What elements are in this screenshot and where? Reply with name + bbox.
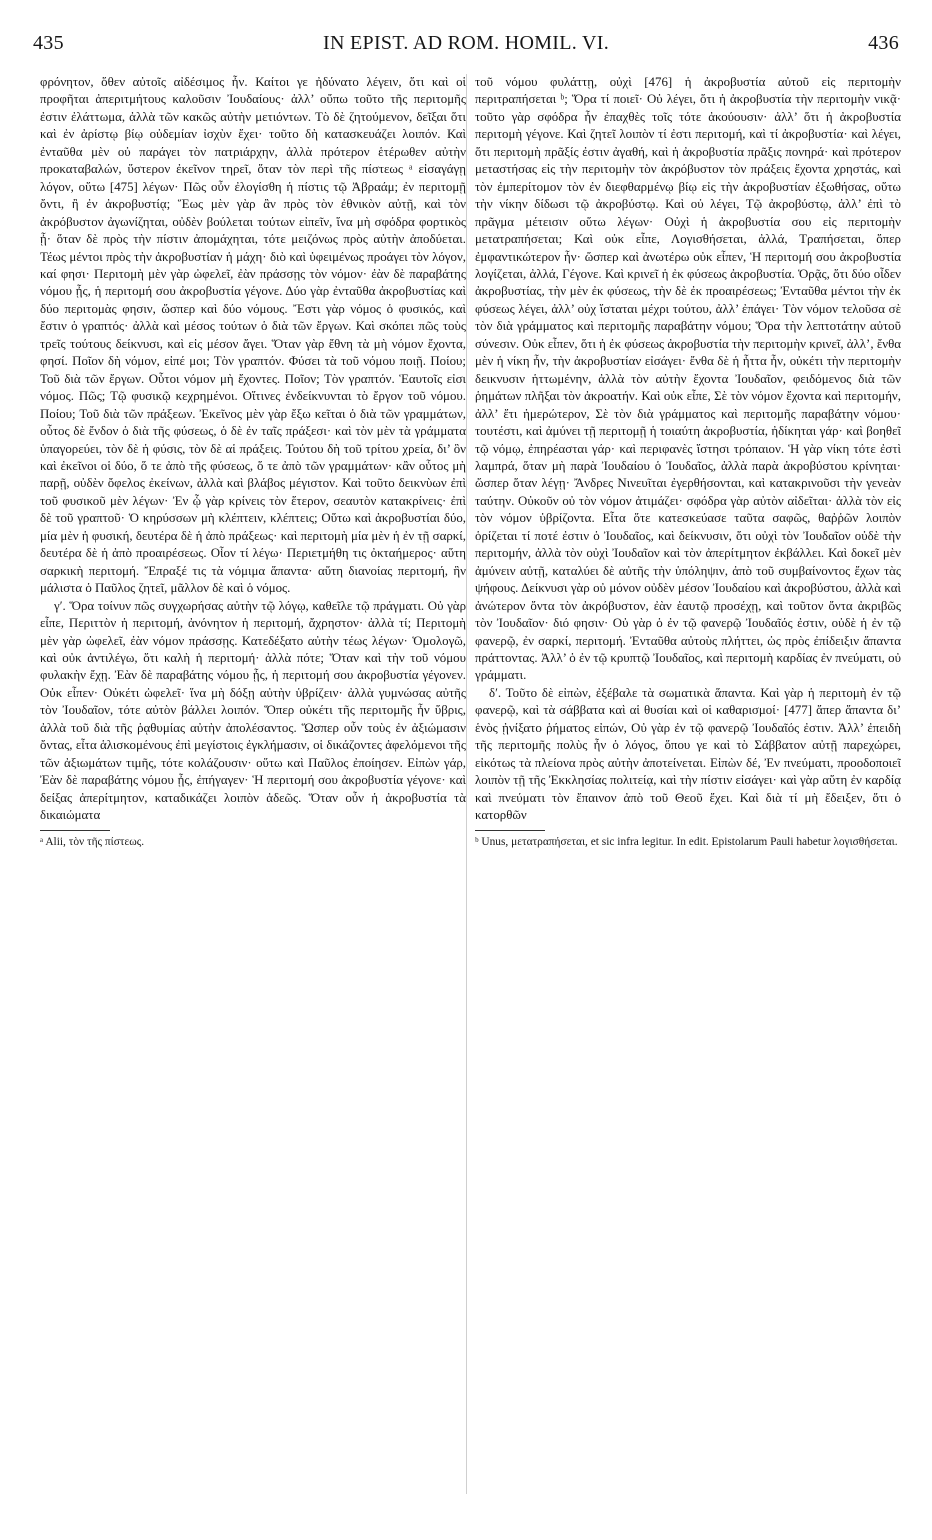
column-divider xyxy=(466,74,467,1494)
right-paragraph-2: δʹ. Τοῦτο δὲ εἰπὼν, ἐξέβαλε τὰ σωματικὰ ἅπαντα. Καὶ γὰρ ἡ περιτομὴ ἐν τῷ φανερῷ, καὶ τὰ σάββατα καὶ αἱ θυσίαι καὶ οἱ καθαρισμοί· [477] ἅπερ ἅπαντα δι’ ἑνὸς ᾐνίξατο ῥήματος εἰπών, Οὐ γὰρ ἐν τῷ φανερῷ Ἰουδαῖός ἐστιν. Ἀλλ’ ἐπειδὴ τῆς περιτομῆς πολὺς ἦν ὁ λόγος, ὅπου γε καὶ τὸ Σάββατον αὐτῇ παρεχώρει, εἰκότως τὰ πλείονα πρὸς αὐτὴν ἀποτείνεται. Εἰπὼν δέ, Ἐν πνεύματι, προοδοποιεῖ λοιπὸν τῇ τῆς Ἐκκλησίας πολιτείᾳ, καὶ τὴν πίστιν εἰσάγει· καὶ γὰρ αὕτη ἐν καρδίᾳ καὶ πνεύματι τὸν ἔπαινον ἀπὸ τοῦ Θεοῦ ἔχει. Καὶ διὰ τί μὴ ἔδειξεν, ὅτι ὁ κατορθῶν xyxy=(475,685,901,823)
page-number-left: 435 xyxy=(33,32,64,54)
page-number-right: 436 xyxy=(868,32,899,54)
footnote-b: ᵇ Unus, μετατραπήσεται, et sic infra legitur. In edit. Epistolarum Pauli habetur λογισθήσεται. xyxy=(475,836,898,849)
running-title: IN EPIST. AD ROM. HOMIL. VI. xyxy=(323,32,609,54)
left-paragraph-1: φρόνητον, ὅθεν αὐτοῖς αἰδέσιμος ἦν. Καίτοι γε ἠδύνατο λέγειν, ὅτι καὶ οἱ προφῆται ἀπεριτμήτους καλοῦσιν Ἰουδαίους· ἀλλ’ οὔπω τοῦτο τῆς περιτομῆς ἐστιν ἐλάττωμα, ἀλλὰ τῶν κακῶς αὐτὴν μετιόντων. Τὸ δὲ ζητούμενον, δεῖξαι ὅτι καὶ ἐν ἀρίστῳ βίῳ οὐδεμίαν ἰσχὺν ἔχει· τοῦτο δὴ κατασκευάζει λοιπόν. Καὶ ἐνταῦθα μὲν οὐ παράγει τὸν πατριάρχην, ἀλλὰ πρότερον ἑτέρωθεν αὐτὴν προκαταβαλών, ὕστερον ἐκεῖνον τηρεῖ, ὅταν τὸν περὶ τῆς πίστεως ᵃ εἰσαγάγῃ λόγον, οὕτω [475] λέγων· Πῶς οὖν ἐλογίσθη ἡ πίστις τῷ Ἀβραάμ; ἐν περιτομῇ ὄντι, ἢ ἐν ἀκροβυστίᾳ; Ἕως μὲν γὰρ ἂν πρὸς τὸν ἐθνικὸν αὐτῇ, καὶ τὸν ἀκρόβυστον ἀγωνίζηται, οὐδὲν βούλεται τούτων εἰπεῖν, ἵνα μὴ σφόδρα φορτικὸς ᾖ· ὅταν δὲ πρὸς τὴν πίστιν ἀπομάχηται, τότε μειζόνως πρὸς αὐτὴν ἀποδύεται. Τέως μέντοι πρὸς τὴν ἀκροβυστίαν ἡ μάχη· διὸ καὶ ὑφειμένως προάγει τὸν λόγον, καί φησι· Περιτομὴ μὲν γὰρ ὠφελεῖ, ἐὰν πράσσῃς τὸν νόμον· ἐὰν δὲ παραβάτης νόμου ᾖς, ἡ περιτομή σου ἀκροβυστία γέγονε. Δύο γὰρ ἐνταῦθα ἀκροβυστίας καὶ δύο περιτομὰς φησιν, ὥσπερ καὶ δύο νόμους. Ἔστι γὰρ νόμος ὁ φυσικός, καὶ ἔστιν ὁ γραπτός· ἀλλὰ καὶ μέσος τούτων ὁ διὰ τῶν ἔργων. Καὶ σκόπει πῶς τοὺς τρεῖς τούτους δείκνυσι, καὶ εἰς μέσον ἄγει. Ὅταν γὰρ ἔθνη τὰ μὴ νόμον ἔχοντα, φησί. Ποῖον δὴ νόμον, εἰπέ μοι; Τὸν γραπτόν. Φύσει τὰ τοῦ νόμου ποιῇ. Ποίου; Τοῦ διὰ τῶν ἔργων. Οὗτοι νόμον μὴ ἔχοντες. Ποῖον; Τὸν γραπτόν. Ἑαυτοῖς εἰσι νόμος. Πῶς; Τῷ φυσικῷ κεχρημένοι. Οἵτινες ἐνδείκνυνται τὸ ἔργον τοῦ νόμου. Ποίου; Τοῦ διὰ τῶν πράξεων. Ἐκεῖνος μὲν γὰρ ἔξω κεῖται ὁ διὰ τῶν γραμμάτων, οὗτος δὲ ἔνδον ὁ διὰ τῆς φύσεως, ὁ δὲ ἐν ταῖς πράξεσι· καὶ τὸν μὲν τὰ γράμματα ὑπαγορεύει, τὸν δὲ ἡ φύσις, τὸν δὲ αἱ πράξεις. Τούτου δὴ τοῦ τρίτου χρεία, δι’ ὃν καὶ ἐκεῖνοι οἱ δύο, ὅ τε ἀπὸ τῆς φύσεως, ὅ τε ἀπὸ τῶν γραμμάτων· κἂν οὗτος μὴ παρῇ, οὐδὲν ὄφελος ἐκείνων, ἀλλὰ καὶ βλάβος μέγιστον. Καὶ τοῦτο δεικνὺων ἐπὶ τοῦ φυσικοῦ μὲν λέγων· Ἐν ᾧ γὰρ κρίνεις τὸν ἕτερον, σεαυτὸν κατακρίνεις· ἐπὶ δὲ τοῦ γραπτοῦ· Ὁ κηρύσσων μὴ κλέπτειν, κλέπτεις; Οὕτω καὶ ἀκροβυστίαι δύο, μία μὲν ἡ φυσική, δευτέρα δὲ ἡ ἀπὸ πράξεως· καὶ περιτομὴ μία μὲν ἡ ἐν τῇ σαρκί, δευτέρα δὲ ἡ ἀπὸ προαιρέσεως. Οἷον τί λέγω· Περιετμήθη τις ὀκταήμερος· αὕτη σαρκικὴ περιτομή. Ἔπραξέ τις τὰ νόμιμα ἅπαντα· αὕτη διανοίας περιτομή, ἣν μάλιστα ὁ Παῦλος ζητεῖ, μᾶλλον δὲ καὶ ὁ νόμος. xyxy=(40,75,466,596)
footnote-a: ᵃ Alii, τὸν τῆς πίστεως. xyxy=(40,836,145,849)
footnote-rule-left xyxy=(40,830,110,831)
footnote-rule-right xyxy=(475,830,545,831)
right-column xyxy=(475,74,901,1514)
running-header xyxy=(33,32,899,62)
right-paragraph-1: τοῦ νόμου φυλάττῃ, οὐχὶ [476] ἡ ἀκροβυστία αὐτοῦ εἰς περιτομὴν περιτραπήσεται ᵇ; Ὅρα τί ποιεῖ· Οὐ λέγει, ὅτι ἡ ἀκροβυστία τὴν περιτομὴν νικᾷ· τοῦτο γὰρ σφόδρα ἦν ἐπαχθὲς τοῖς τότε ἀκούουσιν· ἀλλ’ ὅτι ἡ ἀκροβυστία περιτομὴ γέγονε. Καὶ ζητεῖ λοιπὸν τί ἐστι περιτομή, καὶ τί ἀκροβυστία· καὶ λέγει, ὅτι περιτομὴ πρᾶξίς ἐστιν ἀγαθή, καὶ ἡ ἀκροβυστία πρᾶξις πονηρά· καὶ πρότερον μεταστήσας εἰς τὴν περιτομὴν τὸν ἀκρόβυστον τὸν πράξεις ἔχοντα χρηστάς, καὶ τὸν ἐμπερίτομον τὸν ἐν διεφθαρμένῳ βίῳ εἰς τὴν ἀκροβυστίαν ἐξωθήσας, οὕτω τὴν νίκην δίδωσι τῷ ἀκροβύστῳ. Καὶ οὐ λέγει, Τῷ ἀκροβύστῳ, ἀλλ’ ἐπὶ τὸ πρᾶγμα μέτεισιν οὕτω λέγων· Οὐχὶ ἡ ἀκροβυστία σου εἰς περιτομὴν μετατραπήσεται; Καὶ οὐκ εἶπε, Λογισθήσεται, ἀλλά, Τραπήσεται, ὅπερ ἐμφαντικώτερον ἦν· ὥσπερ καὶ ἀνωτέρω οὐκ εἶπεν, Ἡ περιτομή σου ἀκροβυστία λογίζεται, ἀλλά, Γέγονε. Καὶ κρινεῖ ἡ ἐκ φύσεως ἀκροβυστία. Ὁρᾷς, ὅτι δύο οἶδεν ἀκροβυστίας, τὴν μὲν ἐκ φύσεως, τὴν δὲ ἐκ προαιρέσεως; Ἐνταῦθα μέντοι τὴν ἐκ φύσεως λέγει, ἀλλ’ οὐχ ἵσταται μέχρι τούτου, ἀλλ’ ἐπάγει· Τὸν νόμον τελοῦσα σὲ τὸν διὰ γράμματος καὶ περιτομῆς παραβάτην νόμου; Ὅρα τὴν λεπτοτάτην αὐτοῦ σύνεσιν. Οὐκ εἶπεν, ὅτι ἡ ἐκ φύσεως ἀκροβυστία τὴν περιτομὴν κρινεῖ, ἀλλ’, ἔνθα μὲν ἡ νίκη ἦν, τὴν ἀκροβυστίαν εἰσάγει· ἔνθα δὲ ἡ ἧττα ἦν, οὐκέτι τὴν περιτομὴν δεικνυσιν ἡττωμένην, ἀλλὰ τὸν αὐτὴν ἔχοντα Ἰουδαῖον, φειδόμενος διὰ τῶν ῥημάτων πλῆξαι τὸν ἀκροατήν. Καὶ οὐκ εἶπε, Σὲ τὸν νόμον ἔχοντα καὶ περιτομήν, ἀλλ’ ἔτι ἡμερώτερον, Σὲ τὸν διὰ γράμματος καὶ περιτομῆς παραβάτην νόμου· τουτέστι, καὶ ἀμύνει τῇ περιτομῇ ἡ τοιαύτη ἀκροβυστία, ἠδίκηται γάρ· καὶ βοηθεῖ τῷ νόμῳ, ἐπηρέασται γάρ· καὶ περιφανὲς ἵστησι τρόπαιον. Ἡ γὰρ νίκη τότε ἐστὶ λαμπρά, ὅταν μὴ παρὰ Ἰουδαίου ὁ Ἰουδαῖος, ἀλλὰ παρὰ ἀκροβύστου κρίνηται· ὥσπερ ὅταν λέγῃ· Ἄνδρες Νινευῖται ἐγερθήσονται, καὶ κατακρινοῦσι τὴν γενεὰν ταύτην. Οὐκοῦν οὐ τὸν νόμον ἀτιμάζει· σφόδρα γὰρ αὐτὸν αἰδεῖται· ἀλλὰ τὸν εἰς τὸν νόμον ὑβρίζοντα. Εἶτα ὅτε κατεσκεύασε ταῦτα σαφῶς, θαῤῥῶν λοιπὸν ὁρίζεται τί ποτέ ἐστιν ὁ Ἰουδαῖος, καὶ δείκνυσιν, ὅτι οὐχὶ τὸν Ἰουδαῖον οὐδὲ τὴν περιτομήν, ἀλλὰ τὸν οὐχὶ Ἰουδαῖον καὶ τὸν ἀπερίτμητον ἐκβάλλει. Καὶ δοκεῖ μὲν ἀμύνειν αὐτῇ, καταλύει δὲ αὐτῆς τὴν ὑπόληψιν, ἀπὸ τοῦ συμβαίνοντος ἔχων τὰς ψήφους. Δείκνυσι γὰρ οὐ μόνον οὐδὲν μέσον Ἰουδαίου καὶ ἀκροβύστου, ἀλλὰ καὶ ἀνώτερον ὄντα τὸν ἀκρόβυστον, ἐὰν ἑαυτῷ προσέχῃ, καὶ τοῦτον ὄντα ἀκριβῶς τὸν Ἰουδαῖον· διό φησιν· Οὐ γὰρ ὁ ἐν τῷ φανερῷ Ἰουδαῖός ἐστιν, οὐδὲ ἡ ἐν τῷ φανερῷ, ἐν σαρκί, περιτομή. Ἐνταῦθα αὐτοὺς πλήττει, ὡς πρὸς ἐπίδειξιν ἅπαντα πράττοντας. Ἀλλ’ ὁ ἐν τῷ κρυπτῷ Ἰουδαῖος, καὶ περιτομὴ καρδίας ἐν πνεύματι, οὐ γράμματι. xyxy=(475,75,901,683)
left-column xyxy=(40,74,466,1514)
left-paragraph-2: γʹ. Ὅρα τοίνυν πῶς συγχωρήσας αὐτὴν τῷ λόγῳ, καθεῖλε τῷ πράγματι. Οὐ γὰρ εἶπε, Περιττὸν ἡ περιτομή, ἀνόνητον ἡ περιτομή, ἄχρηστον· ἀλλὰ τί; Περιτομὴ μὲν γὰρ ὠφελεῖ, ἐὰν νόμον πράσσῃς. Κατεδέξατο αὐτὴν τέως λέγων· Ὁμολογῶ, καὶ οὐκ ἀντιλέγω, ὅτι καλὴ ἡ περιτομή· ἀλλὰ πότε; Ὅταν καὶ τὴν τοῦ νόμου φυλακὴν ἔχῃ. Ἐὰν δὲ παραβάτης νόμου ᾖς, ἡ περιτομή σου ἀκροβυστία γέγονεν. Οὐκ εἶπεν· Οὐκέτι ὠφελεῖ· ἵνα μὴ δόξῃ αὐτὴν ὑβρίζειν· ἀλλὰ γυμνώσας αὐτῆς τὸν Ἰουδαῖον, τότε αὐτὸν βάλλει λοιπόν. Ὅπερ οὐκέτι τῆς περιτομῆς ἦν ὕβρις, ἀλλὰ τοῦ διὰ τῆς ῥᾳθυμίας αὐτὴν ἀπολέσαντος. Ὥσπερ οὖν τοὺς ἐν ἀξιώμασιν ὄντας, εἶτα ἁλισκομένους ἐπὶ μεγίστοις ἐγκλήμασιν, οἱ δικάζοντες ἀφελόμενοι τῆς τῶν ἀξιωμάτων τιμῆς, τότε κολάζουσιν· οὕτω καὶ Παῦλος ἐποίησεν. Εἰπὼν γάρ, Ἐὰν δὲ παραβάτης νόμου ᾖς, ἐπήγαγεν· Ἡ περιτομή σου ἀκροβυστία γέγονε· καὶ δείξας ἀπερίτμητον, καταδικάζει λοιπὸν ἀδεῶς. Ὅταν οὖν ἡ ἀκροβυστία τὰ δικαιώματα xyxy=(40,598,466,823)
